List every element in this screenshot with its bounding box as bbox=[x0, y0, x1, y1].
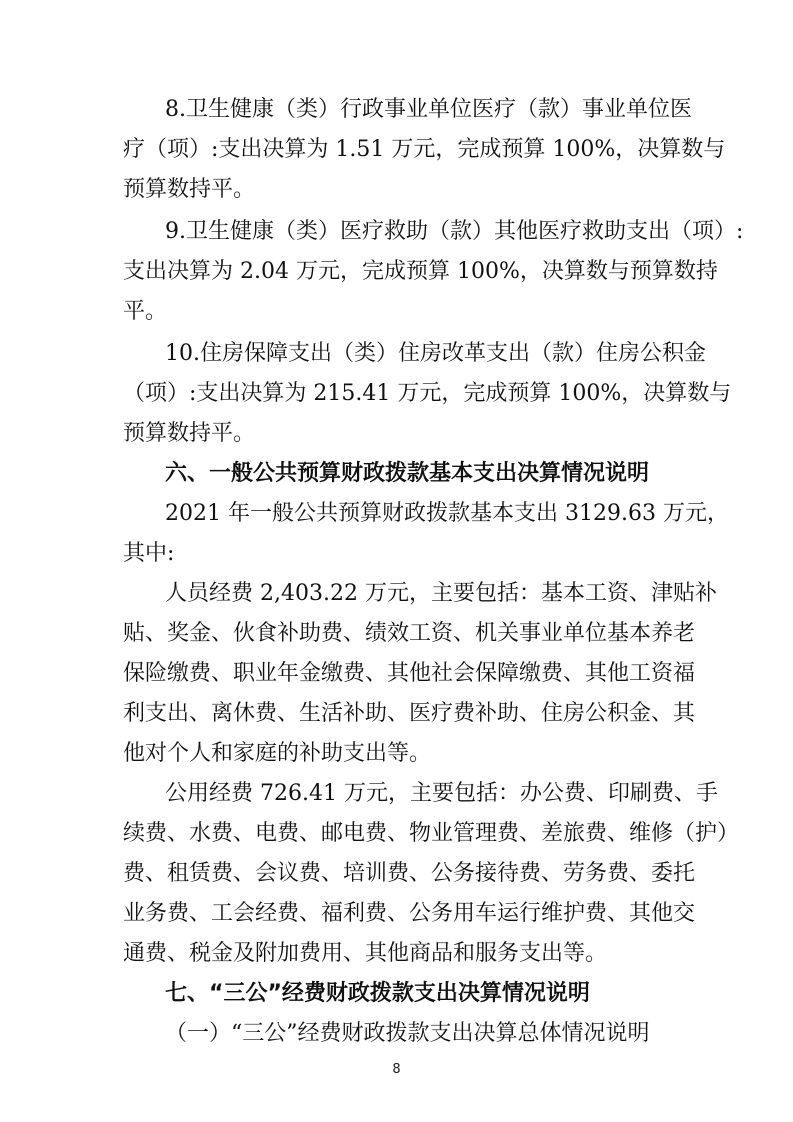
paragraph-line: 人员经费 2,403.22 万元，主要包括：基本工资、津贴补 bbox=[165, 581, 717, 606]
paragraph-line: 平。 bbox=[123, 299, 168, 324]
paragraph-line: 支出决算为 2.04 万元，完成预算 100%，决算数与预算数持 bbox=[123, 259, 718, 284]
paragraph-line: 8.卫生健康（类）行政事业单位医疗（款）事业单位医 bbox=[165, 97, 692, 122]
paragraph-line: 利支出、离休费、生活补助、医疗费补助、住房公积金、其 bbox=[123, 701, 696, 726]
paragraph-line: 其中: bbox=[123, 541, 175, 566]
sub-heading: （一）“三公”经费财政拨款支出决算总体情况说明 bbox=[165, 1021, 650, 1046]
paragraph-line: 10.住房保障支出（类）住房改革支出（款）住房公积金 bbox=[165, 341, 706, 366]
paragraph-line: 他对个人和家庭的补助支出等。 bbox=[123, 741, 432, 766]
paragraph-line: 2021 年一般公共预算财政拨款基本支出 3129.63 万元， bbox=[165, 501, 729, 526]
paragraph-line: （项）:支出决算为 215.41 万元，完成预算 100%，决算数与 bbox=[123, 381, 732, 406]
paragraph-line: 续费、水费、电费、邮电费、物业管理费、差旅费、维修（护） bbox=[123, 821, 740, 846]
paragraph-line: 费、租赁费、会议费、培训费、公务接待费、劳务费、委托 bbox=[123, 861, 696, 886]
paragraph-line: 预算数持平。 bbox=[123, 177, 256, 202]
paragraph-line: 保险缴费、职业年金缴费、其他社会保障缴费、其他工资福 bbox=[123, 661, 696, 686]
paragraph-line: 疗（项）:支出决算为 1.51 万元，完成预算 100%，决算数与 bbox=[123, 137, 726, 162]
paragraph-line: 通费、税金及附加费用、其他商品和服务支出等。 bbox=[123, 941, 608, 966]
section-heading: 六、一般公共预算财政拨款基本支出决算情况说明 bbox=[165, 461, 650, 486]
page-number: 8 bbox=[392, 1062, 401, 1077]
section-heading: 七、“三公”经费财政拨款支出决算情况说明 bbox=[165, 981, 590, 1006]
paragraph-line: 预算数持平。 bbox=[123, 421, 256, 446]
paragraph-line: 业务费、工会经费、福利费、公务用车运行维护费、其他交 bbox=[123, 901, 696, 926]
paragraph-line: 贴、奖金、伙食补助费、绩效工资、机关事业单位基本养老 bbox=[123, 621, 696, 646]
paragraph-line: 9.卫生健康（类）医疗救助（款）其他医疗救助支出（项）: bbox=[165, 219, 744, 244]
paragraph-line: 公用经费 726.41 万元，主要包括：办公费、印刷费、手 bbox=[165, 781, 718, 806]
